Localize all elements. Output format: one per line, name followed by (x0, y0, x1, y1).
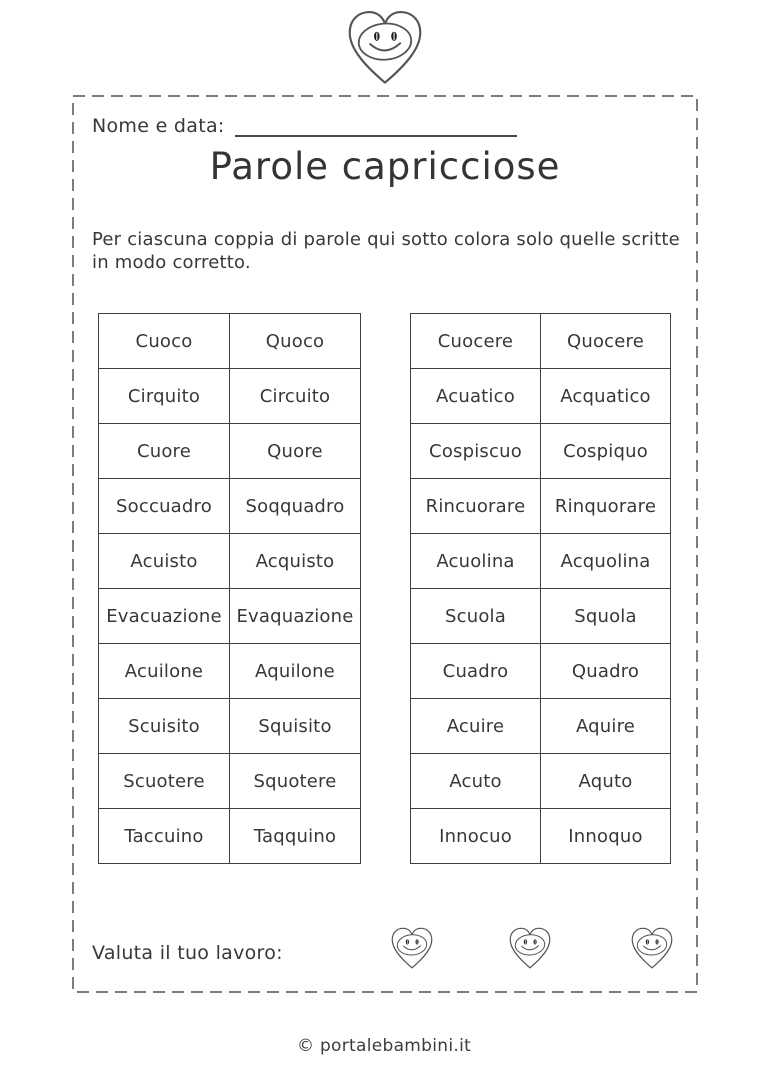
rating-heart-smiley-icon (629, 926, 675, 972)
name-date-label: Nome e data: (92, 115, 225, 137)
word-pair-row (99, 369, 361, 424)
instructions (92, 228, 680, 274)
page-title: Parole capricciose (209, 145, 561, 188)
word-table-right (410, 313, 671, 864)
rating-hearts (72, 926, 698, 974)
word-pair-row (99, 314, 361, 369)
word-cell: Scuola (411, 589, 541, 644)
word-cell: Scuotere (99, 754, 230, 809)
word-pair-row (411, 754, 671, 809)
rating-heart-smiley-icon (389, 926, 435, 972)
word-cell: Evacuazione (99, 589, 230, 644)
word-cell: Acuolina (411, 534, 541, 589)
word-pair-row (99, 699, 361, 754)
word-cell: Rinquorare (541, 479, 671, 534)
word-cell: Aquire (541, 699, 671, 754)
word-pair-row (99, 809, 361, 864)
rating-label: Valuta il tuo lavoro: (92, 942, 283, 964)
word-cell: Cuadro (411, 644, 541, 699)
word-cell: Acquatico (541, 369, 671, 424)
word-cell: Acuatico (411, 369, 541, 424)
word-cell: Acuilone (99, 644, 230, 699)
word-pair-row (411, 809, 671, 864)
instructions-line-2: in modo corretto. (92, 252, 251, 273)
word-pair-row (99, 589, 361, 644)
word-pair-row (411, 699, 671, 754)
word-pair-row (99, 644, 361, 699)
word-pair-row (99, 754, 361, 809)
word-cell: Innocuo (411, 809, 541, 864)
word-pair-row (411, 644, 671, 699)
word-cell: Evaquazione (230, 589, 361, 644)
word-cell: Soccuadro (99, 479, 230, 534)
word-cell: Aquto (541, 754, 671, 809)
word-cell: Acuire (411, 699, 541, 754)
word-pair-row (411, 424, 671, 479)
word-table-left (98, 313, 361, 864)
word-cell: Acquisto (230, 534, 361, 589)
word-cell: Cirquito (99, 369, 230, 424)
word-pair-row (411, 369, 671, 424)
word-cell: Soqquadro (230, 479, 361, 534)
word-cell: Taqquino (230, 809, 361, 864)
name-date-blank-line (235, 115, 517, 137)
name-date-row (92, 115, 517, 137)
word-cell: Cuore (99, 424, 230, 479)
word-cell: Cospiquo (541, 424, 671, 479)
word-pair-row (99, 534, 361, 589)
word-cell: Cuoco (99, 314, 230, 369)
word-cell: Circuito (230, 369, 361, 424)
copyright: © portalebambini.it (296, 1036, 472, 1056)
word-cell: Acuisto (99, 534, 230, 589)
word-cell: Taccuino (99, 809, 230, 864)
word-pair-row (411, 589, 671, 644)
word-cell: Aquilone (230, 644, 361, 699)
word-cell: Scuisito (99, 699, 230, 754)
word-pair-row (99, 424, 361, 479)
word-cell: Quore (230, 424, 361, 479)
word-cell: Squotere (230, 754, 361, 809)
word-cell: Quocere (541, 314, 671, 369)
word-cell: Acuto (411, 754, 541, 809)
worksheet-frame (72, 95, 698, 993)
word-cell: Acquolina (541, 534, 671, 589)
word-pair-row (411, 314, 671, 369)
word-cell: Quoco (230, 314, 361, 369)
word-cell: Rincuorare (411, 479, 541, 534)
word-cell: Quadro (541, 644, 671, 699)
word-cell: Squisito (230, 699, 361, 754)
word-cell: Innoquo (541, 809, 671, 864)
heart-smiley-icon (343, 8, 427, 90)
word-cell: Squola (541, 589, 671, 644)
rating-heart-smiley-icon (507, 926, 553, 972)
word-pair-row (99, 479, 361, 534)
word-cell: Cospiscuo (411, 424, 541, 479)
word-pair-row (411, 479, 671, 534)
word-pair-row (411, 534, 671, 589)
instructions-line-1: Per ciascuna coppia di parole qui sotto colora solo quelle scritte (92, 229, 680, 250)
word-cell: Cuocere (411, 314, 541, 369)
